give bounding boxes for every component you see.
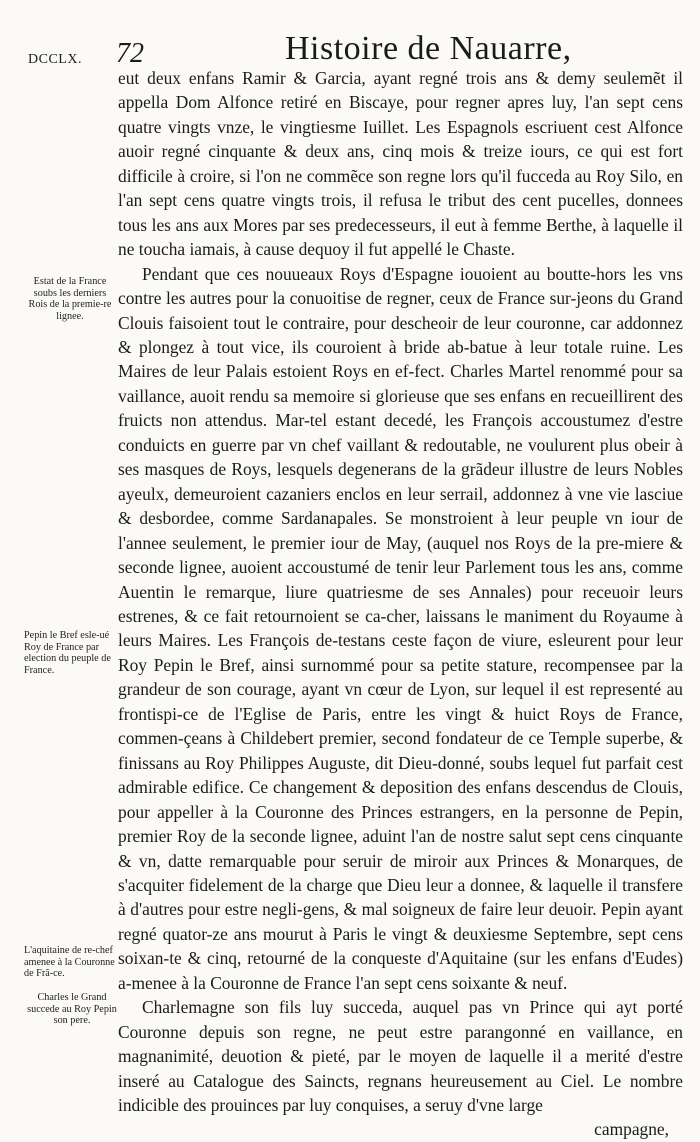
margin-note-pepin: Pepin le Bref esle-ué Roy de France par election du peuple de France. — [24, 630, 111, 676]
catchword: campagne, — [594, 1119, 669, 1140]
running-title: Histoire de Nauarre, — [285, 30, 572, 67]
paragraph-charlemagne: Charlemagne son fils luy succeda, auquel pas vn Prince qui ayt porté Couronne depuis son regne, ne peut estre parangonné en vaillance, en magnanimité, deuotion & pieté, par le moyen de laquelle il a merité d'estre inseré au Catalogue des Saincts, regnans heureusement au Ciel. Le nombre indicible des prouinces par luy conquises, a seruy d'vne large — [118, 997, 683, 1116]
margin-note-aquitaine: L'aquitaine de re-chef amenee à la Couronne de Frã-ce. — [24, 945, 115, 980]
paragraph-alfonce: eut deux enfans Ramir & Garcia, ayant regné trois ans & demy seulemẽt il appella Dom Alfonce retiré en Biscaye, pour regner apres luy, l'an sept cens quatre vingts vnze, le vingtiesme Iuillet. Les Espagnols escriuent cest Alfonce auoir regné cinquante & deux ans, cinq mois & treize iours, ce qui est fort difficile à croire, si l'on ne commẽce son regne lors qu'il fucceda au Roy Silo, en l'an sept cens quatre vingts trois, il refusa le tribut des cent pucelles, donnees tous les ans aux Mores par ses predecesseurs, il eut à femme Berthe, à laquelle il ne toucha iamais, à cause dequoy il fut appellé le Chaste. — [118, 68, 683, 260]
paragraph-rois-france: Pendant que ces nouueaux Roys d'Espagne iouoient au boutte-hors les vns contre les autres pour la conuoitise de regner, ceux de France sur-jeons du Grand Clouis faisoient tout le contraire, pour descheoir de leur couronne, car addonnez & plongez à tout vice, ils couroient à bride ab-batue à leur totale ruine. Les Maires de leur Palais estoient Roys en ef-fect. Charles Martel renommé pour sa vaillance, auoit rendu sa memoire si glorieuse que ses enfans en recueillirent des fruicts non attendus. Mar-tel estant decedé, les François accoustumez d'estre conduicts en guerre par vn chef vaillant & redoutable, ne voulurent plus obeir à ses masques de Roys, lesquels degenerans de la grãdeur illustre de leurs Nobles ayeulx, demeuroient cazaniers enclos en leur serrail, addonnez à vne vie lasciue & desbordee, comme Sardanapales. Se monstroient à leur peuple vn iour de l'annee seulement, le premier iour de May, (auquel nos Roys de la pre-miere & seconde lignee, auoient accoustumé de tenir leur Parlement tous les ans, comme Auentin le remarque, liure quatriesme de ses Annales) pour receuoir leurs estrenes, & ce fait retournoient se ca-cher, laissans le maniment du Royaume à leurs Maires. Les François de-testans ceste façon de viure, esleurent pour leur Roy Pepin le Bref, ainsi surnommé pour sa petite stature, recompensee par la grandeur de son courage, ayant vn cœur de Lyon, sur lequel il est representé au frontispi-ce de l'Eglise de Paris, entre les vingt & huict Roys de France, commen-çeans à Childebert premier, second fondateur de ce Temple superbe, & finissans au Roy Philippes Auguste, dit Dieu-donné, soubs lequel fut parfait cest admirable edifice. Ce changement & deposition des enfans descendus de Clouis, pour appeller à la Couronne des Princes estrangers, en la personne de Pepin, premier Roy de la seconde lignee, aduint l'an de nostre salut sept cens cinquante & vn, datte remarquable pour seruir de miroir aux Princes & Monarques, de s'acquiter fidelement de la charge que Dieu leur a donnee, & laquelle il transfere à d'autres pour estre negli-gens, & mal soigneux de faire leur deuoir. Pepin ayant regné quator-ze ans mourut à Paris le vingt & deuxiesme Septembre, sept cens soixan-te & cinq, retourné de la conqueste d'Aquitaine (sur les enfans d'Eudes) a-menee à la Couronne de France l'an sept cens soixante & neuf. — [118, 263, 683, 993]
year-heading: DCCLX. — [28, 52, 82, 67]
margin-note-charles: Charles le Grand succede au Roy Pepin son pere. — [27, 992, 117, 1027]
main-text — [118, 66, 683, 1142]
page-number: 72 — [116, 38, 144, 69]
margin-note-estat: Estat de la France soubs les derniers Rois de la premie-re lignee. — [28, 276, 112, 322]
